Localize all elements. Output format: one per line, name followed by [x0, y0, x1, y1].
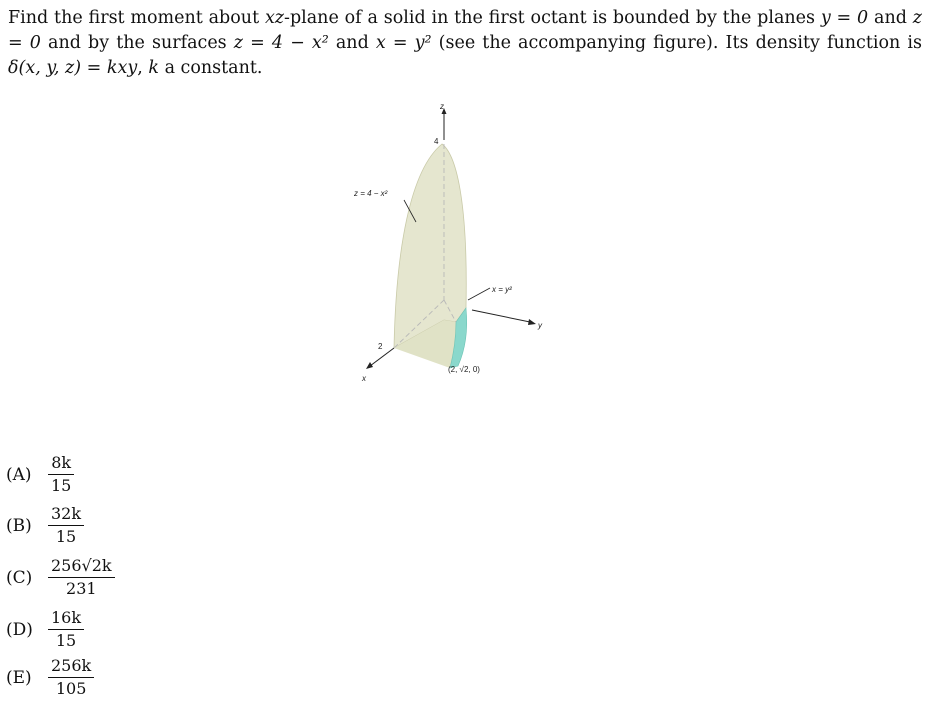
choice-fraction: $\frac{8k}{15}$: [48, 453, 74, 496]
surface1-label: z = 4 − x²: [354, 189, 388, 198]
choice-c[interactable]: [6, 556, 115, 599]
choice-b[interactable]: [6, 504, 84, 547]
problem-statement: Find the first moment about xz-plane of a solid in the first octant is bounded by the planes y = 0 and z = 0 and by the surfaces z = 4 − x² and x = y² (see the accompanying figure). Its density function is δ(x, y, z) = kxy, k a constant.: [8, 8, 922, 78]
choice-fraction: $\frac{16k}{15}$: [48, 608, 84, 651]
point-label: (2, √2, 0): [448, 365, 480, 374]
choice-label: (D): [6, 619, 33, 640]
choice-e[interactable]: [6, 656, 94, 699]
choice-fraction: $\frac{32k}{15}$: [48, 504, 84, 547]
parabolic-surface: [394, 144, 466, 348]
choice-a[interactable]: [6, 453, 74, 496]
x-axis-label: x: [362, 374, 366, 383]
solid-figure: [330, 100, 580, 390]
choice-label: (E): [6, 667, 32, 688]
choice-label: (A): [6, 464, 32, 485]
choice-fraction: $\frac{256k}{105}$: [48, 656, 94, 699]
choice-d[interactable]: [6, 608, 84, 651]
x-tick-label: 2: [378, 342, 383, 351]
surface2-label: x = y²: [492, 285, 512, 294]
y-axis-label: y: [538, 321, 542, 330]
z-tick-label: 4: [434, 137, 439, 146]
z-axis-label: z: [440, 102, 444, 111]
choice-fraction: $\frac{256√2k}{231}$: [48, 556, 115, 599]
choice-label: (C): [6, 567, 33, 588]
choice-label: (B): [6, 515, 32, 536]
y-axis: [472, 310, 530, 322]
